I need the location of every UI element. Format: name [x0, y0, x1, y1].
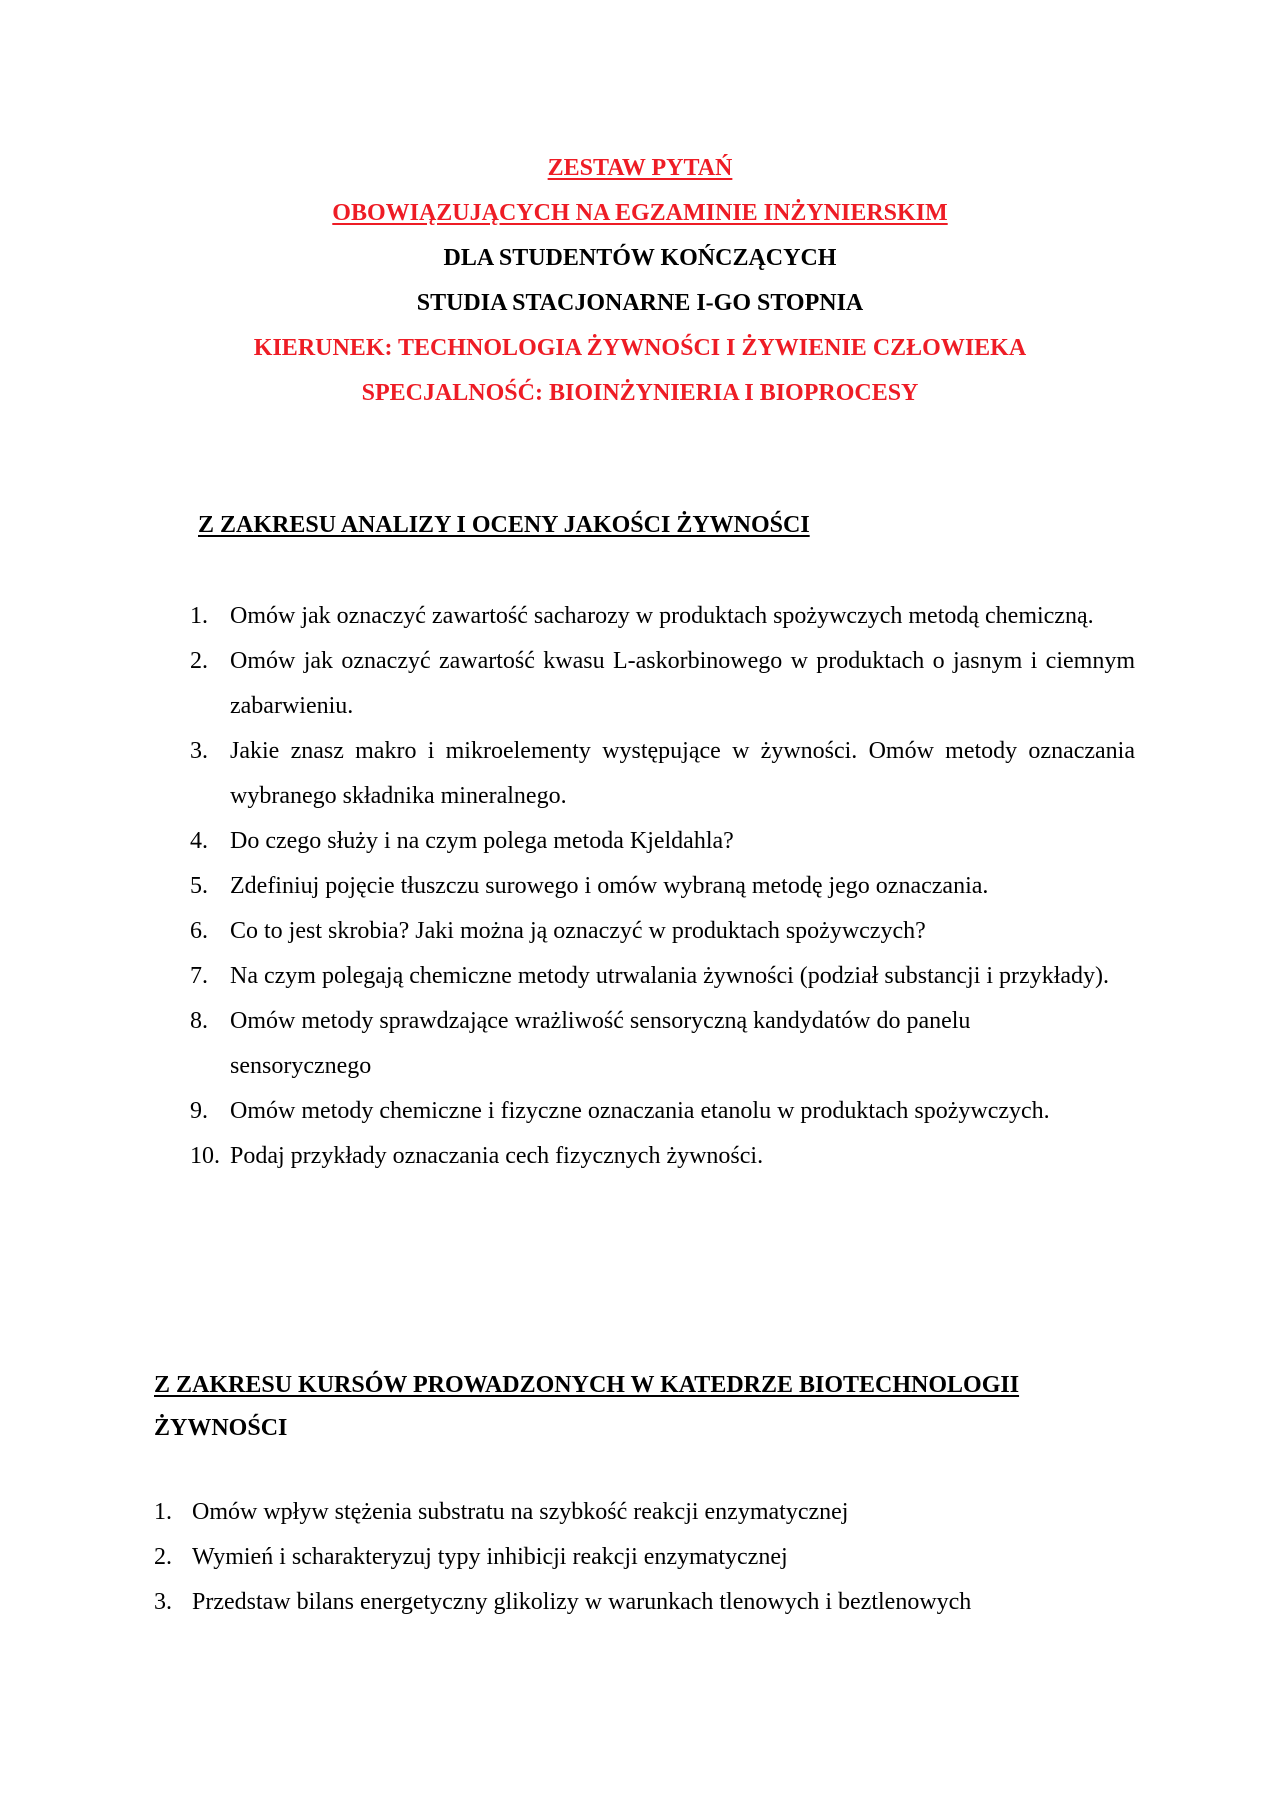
question-text: Wymień i scharakteryzuj typy inhibicji reakcji enzymatycznej — [192, 1544, 788, 1570]
question-text: Omów jak oznaczyć zawartość kwasu L-askorbinowego w produktach o jasnym i ciemnym zabarwieniu. — [230, 648, 1135, 719]
header-title: ZESTAW PYTAŃ — [547, 155, 733, 181]
question-text: Omów metody chemiczne i fizyczne oznaczania etanolu w produktach spożywczych. — [230, 1098, 1050, 1124]
question-number: 3. — [154, 1589, 172, 1615]
question-item — [190, 594, 1135, 639]
question-number: 6. — [190, 918, 208, 944]
question-item — [190, 1134, 1135, 1179]
question-text: Co to jest skrobia? Jaki można ją oznaczyć w produktach spożywczych? — [230, 918, 926, 944]
question-item — [190, 954, 1135, 999]
question-text: Jakie znasz makro i mikroelementy występujące w żywności. Omów metody oznaczania wybranego składnika mineralnego. — [230, 738, 1135, 809]
header-specialization: SPECJALNOŚĆ: BIOINŻYNIERIA I BIOPROCESY — [361, 380, 919, 406]
header-field-of-study: KIERUNEK: TECHNOLOGIA ŻYWNOŚCI I ŻYWIENIE CZŁOWIEKA — [253, 335, 1027, 361]
section-title-food-biotechnology — [154, 1364, 1019, 1450]
question-item — [190, 639, 1135, 729]
question-text: Omów jak oznaczyć zawartość sacharozy w produktach spożywczych metodą chemiczną. — [230, 603, 1094, 629]
question-item — [190, 729, 1135, 819]
question-item — [190, 909, 1135, 954]
question-text: Do czego służy i na czym polega metoda Kjeldahla? — [230, 828, 734, 854]
question-text: Omów wpływ stężenia substratu na szybkość reakcji enzymatycznej — [192, 1499, 849, 1525]
question-number: 8. — [190, 1008, 208, 1034]
question-number: 4. — [190, 828, 208, 854]
question-list-food-quality — [190, 594, 1135, 1179]
question-number: 1. — [154, 1499, 172, 1525]
question-item — [190, 819, 1135, 864]
section-title-line: ŻYWNOŚCI — [154, 1415, 288, 1441]
question-number: 10. — [190, 1143, 220, 1169]
section-title-food-quality: Z ZAKRESU ANALIZY I OCENY JAKOŚCI ŻYWNOŚCI — [198, 512, 810, 538]
question-text: Na czym polegają chemiczne metody utrwalania żywności (podział substancji i przykłady). — [230, 963, 1110, 989]
question-number: 5. — [190, 873, 208, 899]
question-number: 7. — [190, 963, 208, 989]
question-number: 9. — [190, 1098, 208, 1124]
question-text: Omów metody sprawdzające wrażliwość sensoryczną kandydatów do panelu sensorycznego — [230, 1008, 971, 1079]
header-audience: DLA STUDENTÓW KOŃCZĄCYCH — [443, 245, 837, 271]
header-subtitle: OBOWIĄZUJĄCYCH NA EGZAMINIE INŻYNIERSKIM — [332, 200, 948, 226]
section-title-line: Z ZAKRESU KURSÓW PROWADZONYCH W KATEDRZE BIOTECHNOLOGII — [154, 1372, 1020, 1398]
header-study-level: STUDIA STACJONARNE I-GO STOPNIA — [416, 290, 864, 316]
question-item — [154, 1535, 1134, 1580]
question-item — [154, 1580, 1134, 1625]
question-text: Zdefiniuj pojęcie tłuszczu surowego i omów wybraną metodę jego oznaczania. — [230, 873, 989, 899]
question-number: 3. — [190, 738, 208, 764]
question-item — [190, 999, 1135, 1089]
question-item — [190, 864, 1135, 909]
question-number: 1. — [190, 603, 208, 629]
question-item — [154, 1490, 1134, 1535]
question-text: Przedstaw bilans energetyczny glikolizy w warunkach tlenowych i beztlenowych — [192, 1589, 972, 1615]
document-header — [0, 146, 1280, 416]
question-text: Podaj przykłady oznaczania cech fizycznych żywności. — [230, 1143, 764, 1169]
question-list-food-biotechnology — [154, 1490, 1134, 1625]
question-item — [190, 1089, 1135, 1134]
question-number: 2. — [190, 648, 208, 674]
question-number: 2. — [154, 1544, 172, 1570]
